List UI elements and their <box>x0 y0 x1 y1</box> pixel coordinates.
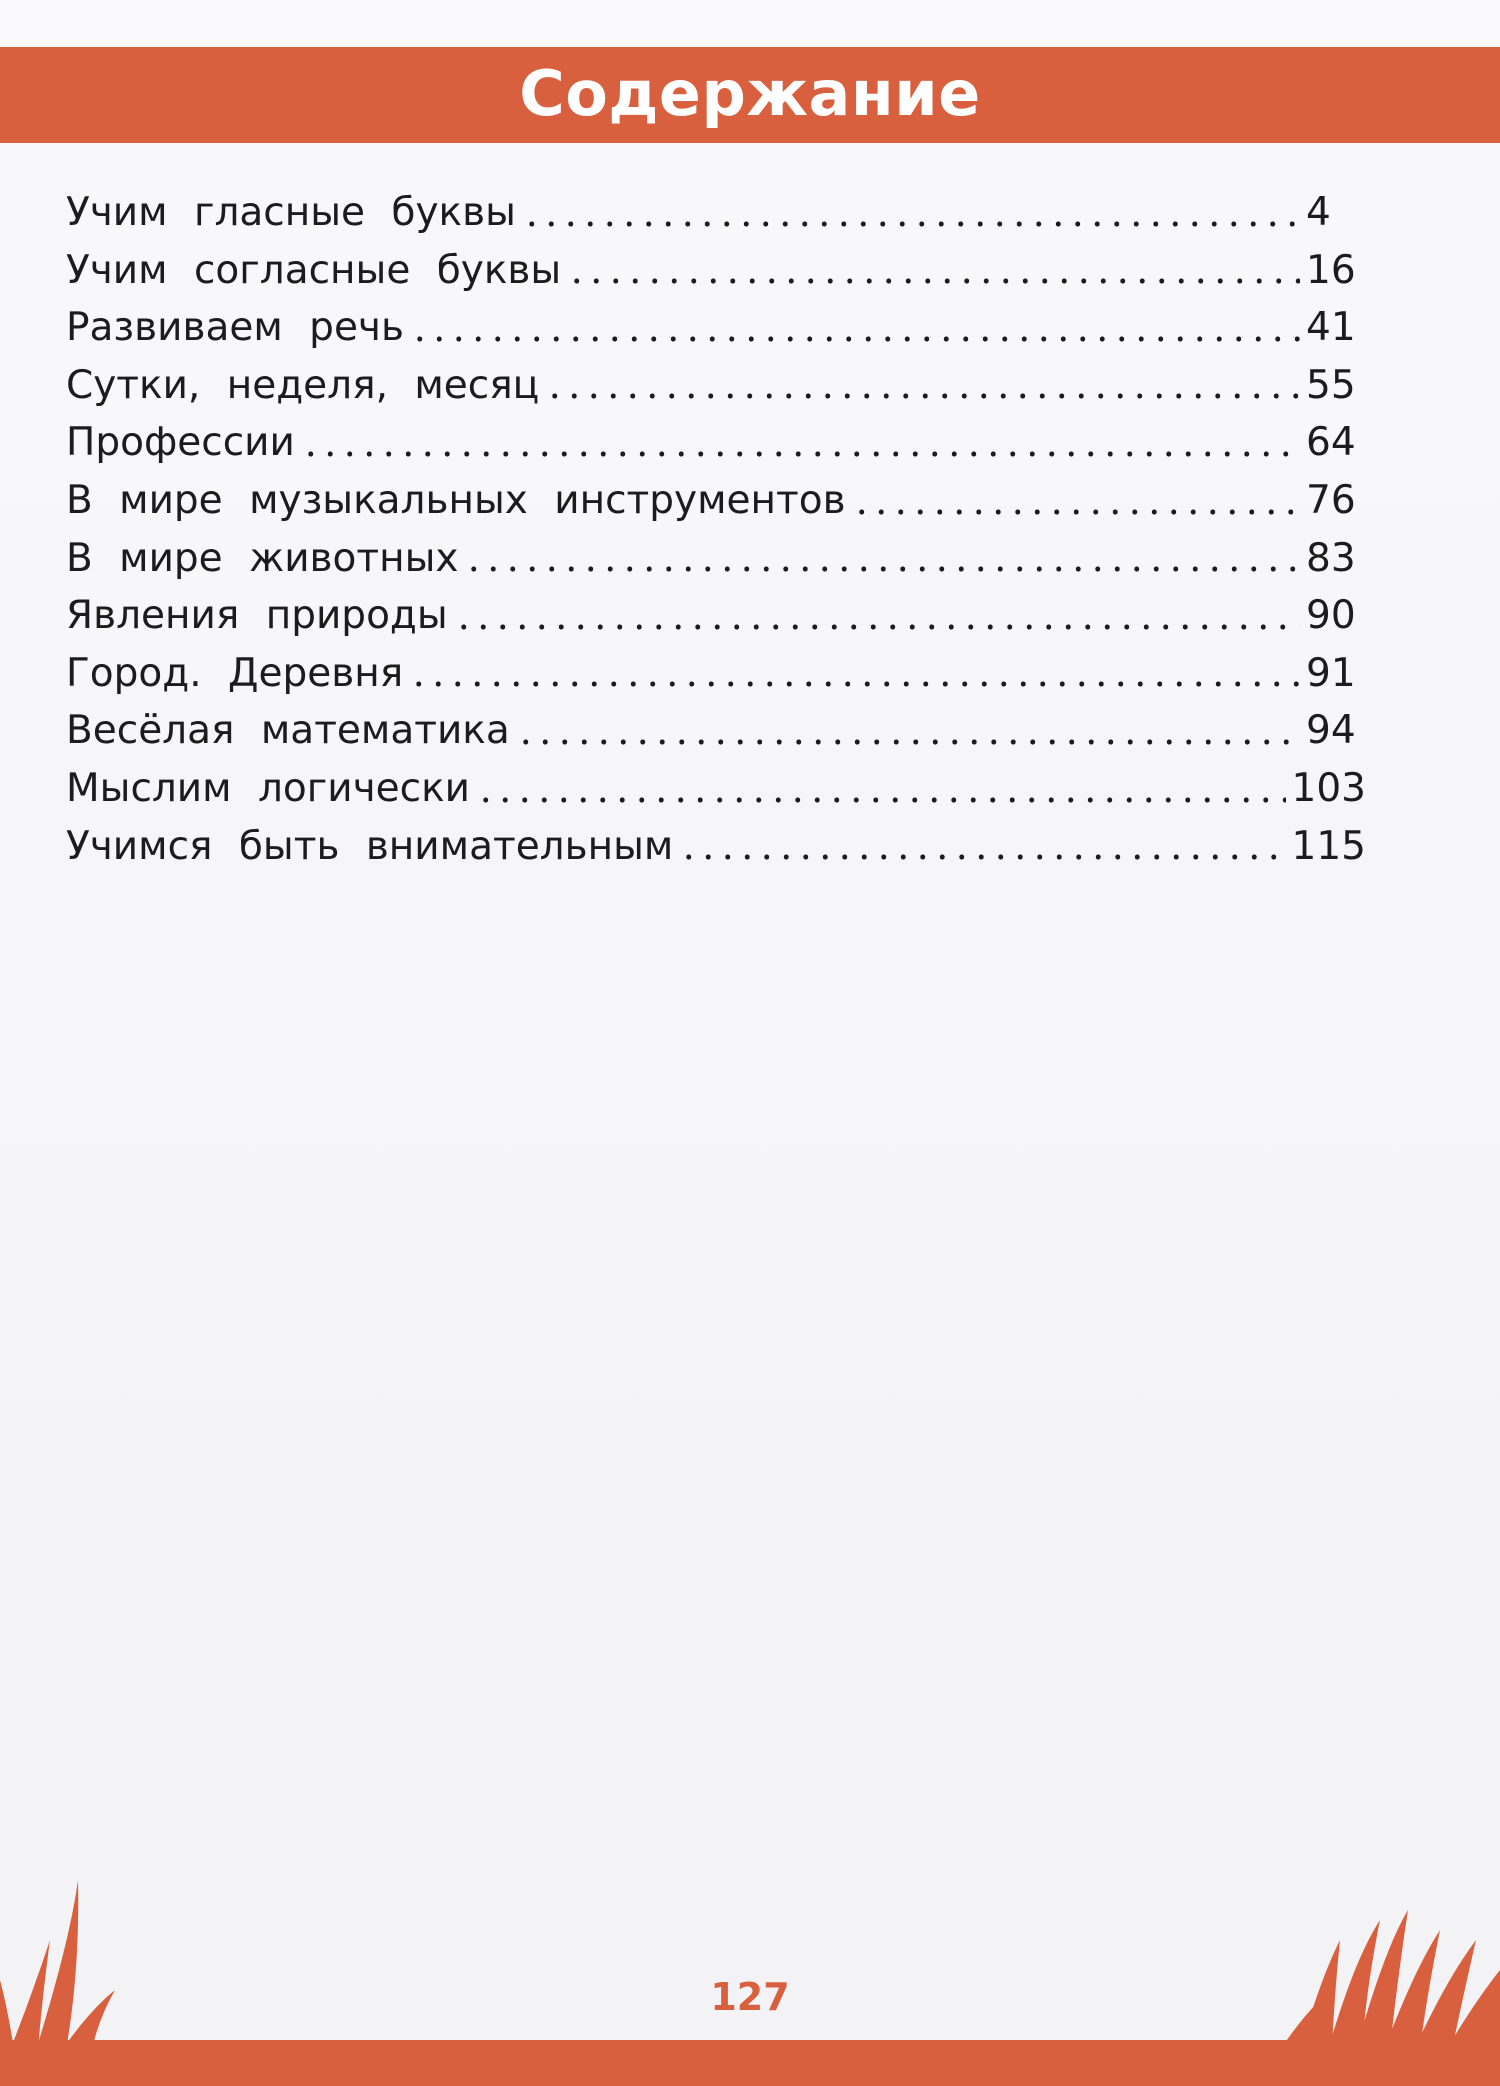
toc-leader-dots <box>679 854 1285 860</box>
toc-row[interactable] <box>66 414 1366 472</box>
toc-entry-page: 91 <box>1306 650 1356 696</box>
toc-entry-page: 83 <box>1306 535 1356 581</box>
toc-leader-dots <box>410 336 1300 342</box>
toc-row[interactable] <box>66 530 1366 588</box>
toc-leader-dots <box>476 797 1286 803</box>
toc-leader-dots <box>464 566 1300 572</box>
toc-leader-dots <box>516 739 1300 745</box>
toc-entry-page: 41 <box>1306 305 1356 351</box>
toc-entry-title: Сутки, неделя, месяц <box>66 362 540 408</box>
toc-entry-page: 64 <box>1306 420 1356 466</box>
toc-entry-page: 76 <box>1306 477 1356 523</box>
toc-entry-title: Явления природы <box>66 593 448 639</box>
toc-entry-page: 16 <box>1306 247 1356 293</box>
toc-row[interactable] <box>66 242 1366 300</box>
table-of-contents <box>66 184 1366 875</box>
toc-entry-title: Учим согласные буквы <box>66 247 562 293</box>
page-number: 127 <box>710 1975 790 2019</box>
toc-entry-title: Учимся быть внимательным <box>66 823 674 869</box>
toc-entry-page: 94 <box>1306 708 1356 754</box>
toc-entry-title: Город. Деревня <box>66 650 404 696</box>
toc-entry-title: Учим гласные буквы <box>66 190 516 235</box>
toc-leader-dots <box>522 221 1300 227</box>
toc-entry-page: 103 <box>1291 765 1366 811</box>
toc-row[interactable] <box>66 760 1366 818</box>
toc-entry-title: Развиваем речь <box>66 305 404 351</box>
toc-entry-title: В мире животных <box>66 535 459 581</box>
grass-icon <box>1280 1880 1500 2050</box>
toc-entry-title: В мире музыкальных инструментов <box>66 477 846 523</box>
toc-row[interactable] <box>66 645 1366 703</box>
toc-entry-title: Весёлая математика <box>66 708 510 754</box>
toc-leader-dots <box>567 278 1300 284</box>
toc-entry-title: Мыслим логически <box>66 765 470 811</box>
page-title: Содержание <box>519 56 981 130</box>
toc-row[interactable] <box>66 184 1366 242</box>
toc-entry-page: 4 <box>1306 190 1331 235</box>
toc-row[interactable] <box>66 587 1366 645</box>
toc-row[interactable] <box>66 299 1366 357</box>
toc-leader-dots <box>852 509 1300 515</box>
toc-entry-title: Профессии <box>66 420 295 466</box>
header-band <box>0 47 1500 143</box>
toc-leader-dots <box>301 451 1300 457</box>
toc-leader-dots <box>454 624 1300 630</box>
toc-row[interactable] <box>66 357 1366 415</box>
toc-entry-page: 90 <box>1306 593 1356 639</box>
toc-entry-page: 115 <box>1291 823 1366 869</box>
toc-row[interactable] <box>66 818 1366 876</box>
footer-band <box>0 2040 1500 2086</box>
toc-leader-dots <box>545 393 1300 399</box>
grass-icon <box>0 1880 120 2050</box>
toc-row[interactable] <box>66 702 1366 760</box>
toc-entry-page: 55 <box>1306 362 1356 408</box>
toc-leader-dots <box>409 681 1300 687</box>
toc-row[interactable] <box>66 472 1366 530</box>
